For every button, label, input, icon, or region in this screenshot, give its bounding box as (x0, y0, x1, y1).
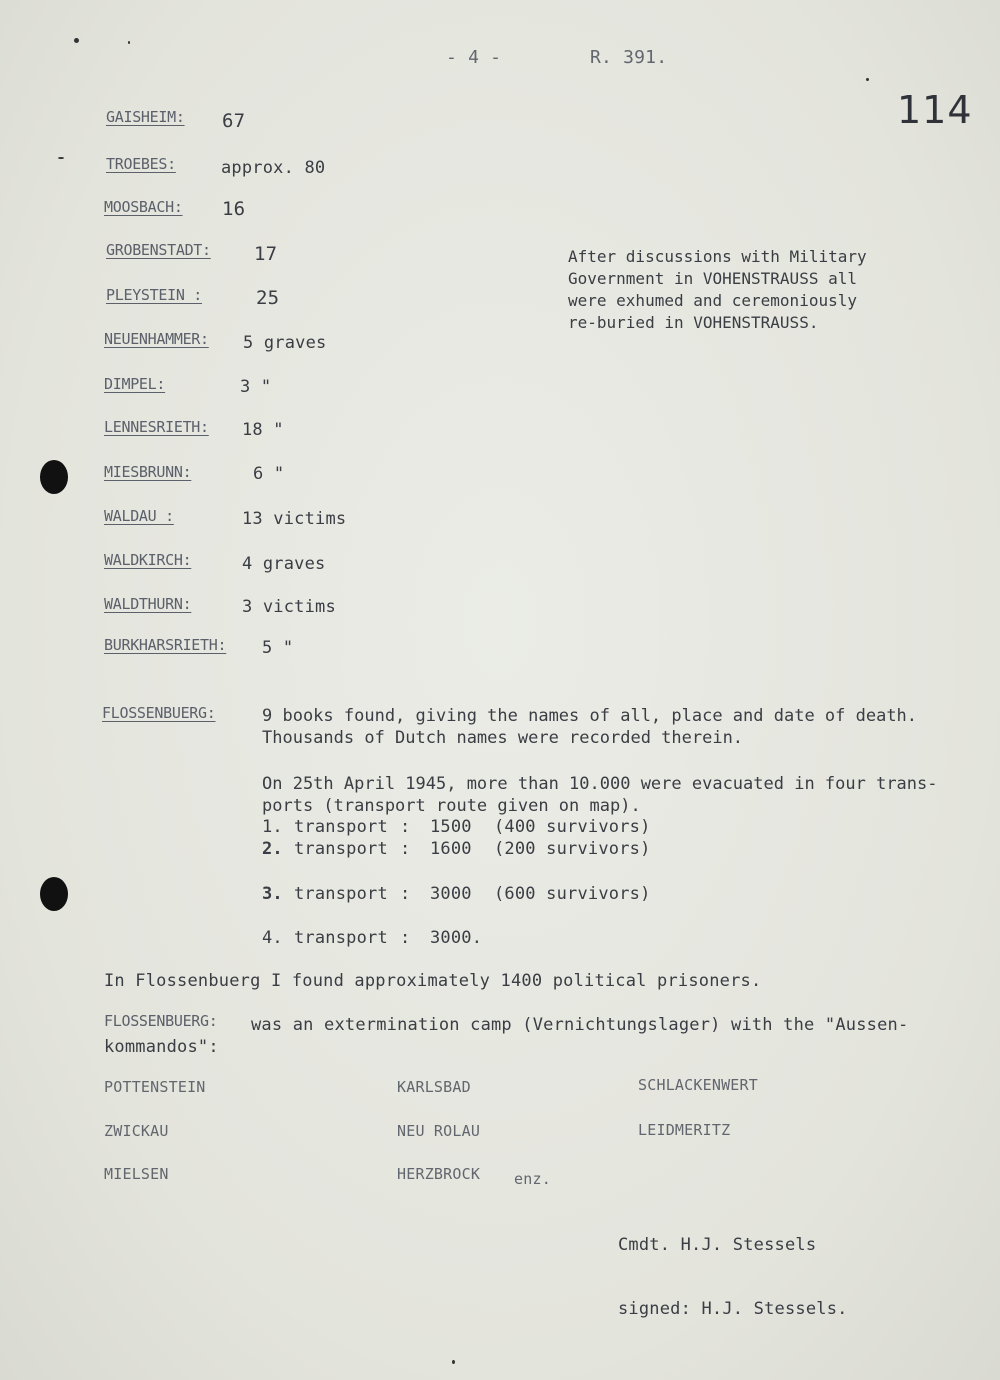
transport-sep: : (400, 817, 411, 837)
books-paragraph (262, 705, 917, 749)
site-label: MOOSBACH: (104, 198, 183, 216)
transport-no: 3. (262, 884, 283, 904)
site-label: NEUENHAMMER: (104, 330, 209, 348)
side-note-line: re-buried in VOHENSTRAUSS. (568, 313, 819, 332)
site-value: 13 victims (242, 509, 347, 529)
punch-hole (40, 877, 68, 911)
site-label: GAISHEIM: (106, 108, 185, 126)
books-line: Thousands of Dutch names were recorded therein. (262, 728, 744, 748)
flossenbuerg-label: FLOSSENBUERG: (102, 704, 216, 722)
transport-count: 1600 (430, 839, 472, 859)
site-value: 18 " (242, 420, 284, 440)
scan-speck (452, 1360, 455, 1364)
kommando-name: KARLSBAD (397, 1078, 471, 1096)
site-value: 4 graves (242, 554, 326, 574)
camp-label: FLOSSENBUERG: (104, 1012, 218, 1030)
kommando-name: ZWICKAU (104, 1122, 169, 1140)
reference-number: R. 391. (590, 47, 668, 68)
transport-sep: : (400, 839, 411, 859)
commander-name: Cmdt. H.J. Stessels (618, 1235, 817, 1255)
transport-count: 3000 (430, 884, 472, 904)
side-note-line: After discussions with Military (568, 247, 867, 266)
kommando-name: MIELSEN (104, 1165, 169, 1183)
site-value: 5 graves (243, 333, 327, 353)
scan-speck (74, 38, 79, 43)
transport-label: transport (294, 884, 388, 904)
punch-hole (40, 460, 68, 494)
site-label: WALDKIRCH: (104, 551, 192, 569)
page-number: - 4 - (446, 47, 502, 68)
transport-survivors: (600 survivors) (494, 884, 651, 904)
archive-stamp-number: 114 (897, 88, 973, 132)
site-value: approx. 80 (221, 158, 326, 178)
site-value: 16 (222, 198, 246, 220)
transport-no: 1. (262, 817, 283, 837)
site-value: 3 victims (242, 597, 336, 617)
transport-survivors: (200 survivors) (494, 839, 651, 859)
site-label: BURKHARSRIETH: (104, 636, 227, 654)
books-line: 9 books found, giving the names of all, place and date of death. (262, 706, 918, 726)
transport-sep: : (400, 884, 411, 904)
site-value: 67 (222, 110, 246, 132)
transport-label: transport (294, 839, 388, 859)
signed-line: signed: H.J. Stessels. (618, 1299, 848, 1319)
transport-no: 4. (262, 928, 283, 948)
site-label: DIMPEL: (104, 375, 166, 393)
political-prisoners-line: In Flossenbuerg I found approximately 1400 political prisoners. (104, 971, 762, 991)
transport-count: 1500 (430, 817, 472, 837)
site-label: GROBENSTADT: (106, 241, 211, 259)
kommando-name: POTTENSTEIN (104, 1078, 206, 1096)
site-value: 6 " (253, 464, 285, 484)
transport-row (262, 839, 651, 859)
kommando-name: SCHLACKENWERT (638, 1076, 758, 1094)
site-label: MIESBRUNN: (104, 463, 192, 481)
transport-sep: : (400, 928, 411, 948)
kommando-name: HERZBROCK (397, 1165, 481, 1183)
transport-label: transport (294, 817, 388, 837)
evacuation-line: ports (transport route given on map). (262, 796, 641, 816)
transport-count: 3000. (430, 928, 483, 948)
side-note-line: Government in VOHENSTRAUSS all (568, 269, 857, 288)
site-label: PLEYSTEIN : (106, 286, 203, 304)
side-note-line: were exhumed and ceremoniously (568, 291, 857, 310)
site-value: 17 (254, 243, 278, 265)
scan-speck (128, 41, 130, 44)
site-value: 5 " (262, 638, 294, 658)
transport-row (262, 928, 483, 948)
evacuation-line: On 25th April 1945, more than 10.000 were evacuated in four trans- (262, 774, 938, 794)
site-label: WALDTHURN: (104, 595, 192, 613)
side-note (568, 246, 867, 334)
scan-speck (866, 78, 869, 81)
site-value: 25 (256, 287, 280, 309)
site-label: LENNESRIETH: (104, 418, 209, 436)
transport-row (262, 884, 651, 904)
transport-row (262, 817, 651, 837)
kommando-name: NEU ROLAU (397, 1122, 481, 1140)
site-label: WALDAU : (104, 507, 174, 525)
evacuation-paragraph (262, 773, 938, 817)
site-label: TROEBES: (106, 155, 176, 173)
kommando-name: LEIDMERITZ (638, 1121, 731, 1139)
site-value: 3 " (240, 377, 272, 397)
transport-label: transport (294, 928, 388, 948)
scan-speck (58, 157, 64, 159)
transport-survivors: (400 survivors) (494, 817, 651, 837)
camp-text: kommandos": (104, 1037, 219, 1057)
transport-no: 2. (262, 839, 283, 859)
kommando-name: enz. (514, 1170, 551, 1188)
camp-text: was an extermination camp (Vernichtungslager) with the "Aussen- (251, 1015, 909, 1035)
